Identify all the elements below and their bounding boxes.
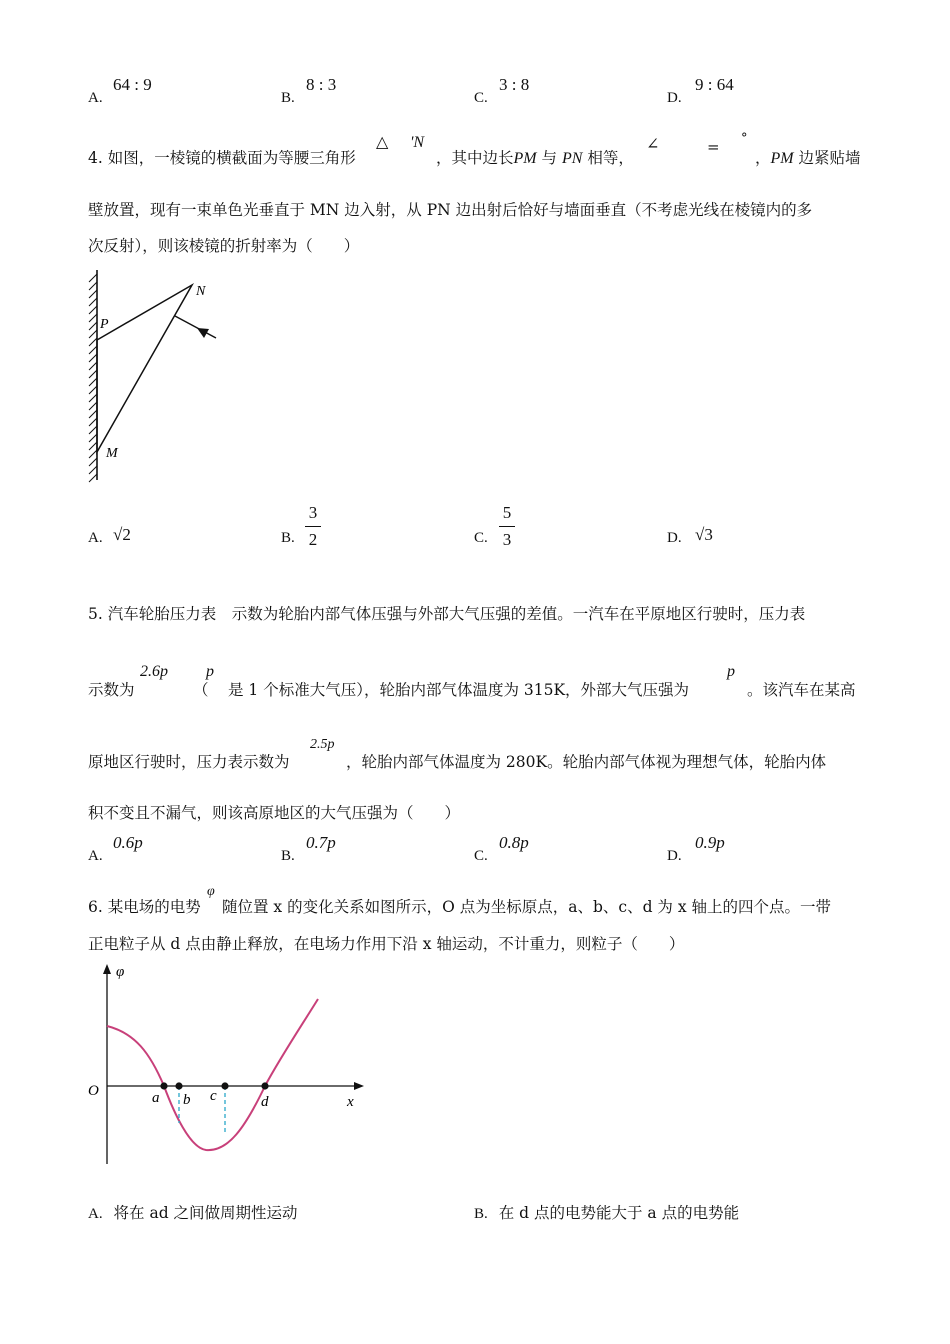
hatch-mark (89, 410, 97, 418)
label-d: d (261, 1094, 269, 1110)
q4-pn: PN (561, 150, 583, 167)
q4-pm-2: PM (770, 150, 794, 167)
q4-option-a-value: √2 (113, 525, 131, 544)
q3-option-b-value: 8 : 3 (306, 75, 337, 94)
q3-option-c-value: 3 : 8 (499, 75, 530, 94)
x-axis-arrow (354, 1082, 364, 1090)
q5-paren-open: （ (193, 681, 209, 699)
q5-line4: 积不变且不漏气，则该高原地区的大气压强为（ ） (88, 804, 461, 822)
fraction-numerator: 5 (502, 503, 512, 522)
q4-and: 与 (536, 149, 562, 167)
hatch-mark (89, 322, 97, 330)
q6-phi-symbol: φ (207, 884, 215, 899)
hatch-mark (89, 466, 97, 474)
hatch-mark (89, 290, 97, 298)
q4-option-a-label: A. (88, 530, 103, 546)
wall-hatching (89, 274, 97, 482)
phi-axis-arrow (103, 964, 111, 974)
q4-option-d-value: √3 (695, 525, 713, 544)
q3-option-a-value: 64 : 9 (113, 75, 152, 94)
q4-equals-sign: = (707, 138, 720, 156)
q5-option-b-value: 0.7p (306, 833, 336, 852)
q5-p-symbol-2: p (727, 663, 735, 680)
q3-option-c-label: C. (474, 90, 488, 106)
hatch-mark (89, 378, 97, 386)
q3-option-d-label: D. (667, 90, 682, 106)
label-p: P (100, 317, 109, 332)
q5-value-2-6p: 2.6p (140, 663, 168, 680)
prism-triangle (97, 285, 192, 452)
label-n: N (196, 284, 206, 299)
q3-option-a-label: A. (88, 90, 103, 106)
hatch-mark (89, 354, 97, 362)
hatch-mark (89, 338, 97, 346)
q4-degree-sign: ° (741, 131, 748, 146)
q5-line2-end: 。该汽车在某高 (747, 681, 856, 699)
hatch-mark (89, 314, 97, 322)
q4-triangle-name: 'N (410, 134, 425, 151)
q5-option-a-value: 0.6p (113, 833, 143, 852)
q4-option-b-fraction (303, 503, 323, 550)
hatch-mark (89, 402, 97, 410)
label-m: M (106, 446, 118, 461)
point-b (175, 1082, 182, 1089)
label-phi: φ (116, 964, 125, 980)
hatch-mark (89, 306, 97, 314)
q6-option-a-value: 将在 ad 之间做周期性运动 (113, 1204, 298, 1222)
q4-option-d-label: D. (667, 530, 682, 546)
q4-line1-mid (436, 146, 634, 168)
q5-line1: 5. 汽车轮胎压力表 示数为轮胎内部气体压强与外部大气压强的差值。一汽车在平原地区行驶时，压力表 (88, 605, 806, 623)
fraction-denominator: 3 (502, 530, 512, 549)
q4-text-side: ，其中边长 (436, 149, 514, 167)
q4-line1 (88, 146, 356, 168)
q6-line2: 正电粒子从 d 点由静止释放，在电场力作用下沿 x 轴运动，不计重力，则粒子（ ） (88, 935, 685, 953)
hatch-mark (89, 330, 97, 338)
q5-option-a-label: A. (88, 848, 103, 864)
q6-option-a (88, 1201, 298, 1223)
fraction-denominator: 2 (308, 530, 318, 549)
hatch-mark (89, 474, 97, 482)
q4-option-b-label: B. (281, 530, 295, 546)
q5-option-c-label: C. (474, 848, 488, 864)
q4-line3: 次反射），则该棱镜的折射率为（ ） (88, 237, 360, 255)
hatch-mark (89, 370, 97, 378)
point-d (261, 1082, 268, 1089)
hatch-mark (89, 394, 97, 402)
q5-line2-start: 示数为 (88, 681, 135, 699)
hatch-mark (89, 426, 97, 434)
q5-line3-end: ，轮胎内部气体温度为 280K。轮胎内部气体视为理想气体，轮胎内体 (346, 753, 827, 771)
potential-curve (107, 999, 318, 1150)
light-ray (175, 316, 216, 338)
q5-option-c-value: 0.8p (499, 833, 529, 852)
hatch-mark (89, 298, 97, 306)
hatch-mark (89, 442, 97, 450)
fraction-numerator: 3 (308, 503, 318, 522)
q5-option-b-label: B. (281, 848, 295, 864)
q4-prism-figure (80, 264, 230, 489)
q3-option-d-value: 9 : 64 (695, 75, 734, 94)
q4-equal-text: 相等， (582, 149, 634, 167)
q4-comma: ， (755, 149, 771, 167)
q4-wall-text: 边紧贴墙 (793, 149, 861, 167)
q4-angle-symbol: ∠ (646, 134, 660, 153)
hatch-mark (89, 458, 97, 466)
q4-pm: PM (513, 150, 537, 167)
q5-p-symbol: p (206, 663, 214, 680)
q6-potential-graph (80, 958, 380, 1173)
label-c: c (210, 1088, 217, 1104)
hatch-mark (89, 362, 97, 370)
hatch-mark (89, 346, 97, 354)
label-x: x (347, 1094, 354, 1110)
q4-stem-start: 4. 如图，一棱镜的横截面为等腰三角形 (88, 149, 356, 167)
hatch-mark (89, 418, 97, 426)
q4-option-c-fraction (497, 503, 517, 550)
q6-line1-end: 随位置 x 的变化关系如图所示，O 点为坐标原点，a、b、c、d 为 x 轴上的四个点。一带 (222, 898, 832, 916)
q4-option-c-label: C. (474, 530, 488, 546)
q4-line1-end (755, 146, 861, 168)
label-origin: O (88, 1083, 99, 1099)
q5-line2-mid: 是 1 个标准大气压），轮胎内部气体温度为 315K，外部大气压强为 (228, 681, 690, 699)
q6-option-a-label: A. (88, 1206, 103, 1222)
q4-line2: 壁放置，现有一束单色光垂直于 MN 边入射，从 PN 边出射后恰好与墙面垂直（不考虑光线在棱镜内的多 (88, 201, 813, 219)
q6-line1-start: 6. 某电场的电势 (88, 898, 201, 916)
hatch-mark (89, 274, 97, 282)
hatch-mark (89, 450, 97, 458)
q3-option-b-label: B. (281, 90, 295, 106)
point-c (221, 1082, 228, 1089)
q6-option-b (474, 1201, 739, 1223)
hatch-mark (89, 434, 97, 442)
hatch-mark (89, 282, 97, 290)
label-a: a (152, 1090, 160, 1106)
q5-option-d-label: D. (667, 848, 682, 864)
point-a (160, 1082, 167, 1089)
label-b: b (183, 1092, 191, 1108)
q5-value-2-5p: 2.5p (310, 737, 335, 752)
q5-line3-start: 原地区行驶时，压力表示数为 (88, 753, 290, 771)
q5-option-d-value: 0.9p (695, 833, 725, 852)
q4-triangle-symbol: △ (376, 132, 389, 151)
q6-option-b-label: B. (474, 1206, 488, 1222)
q6-option-b-value: 在 d 点的电势能大于 a 点的电势能 (498, 1204, 740, 1222)
hatch-mark (89, 386, 97, 394)
